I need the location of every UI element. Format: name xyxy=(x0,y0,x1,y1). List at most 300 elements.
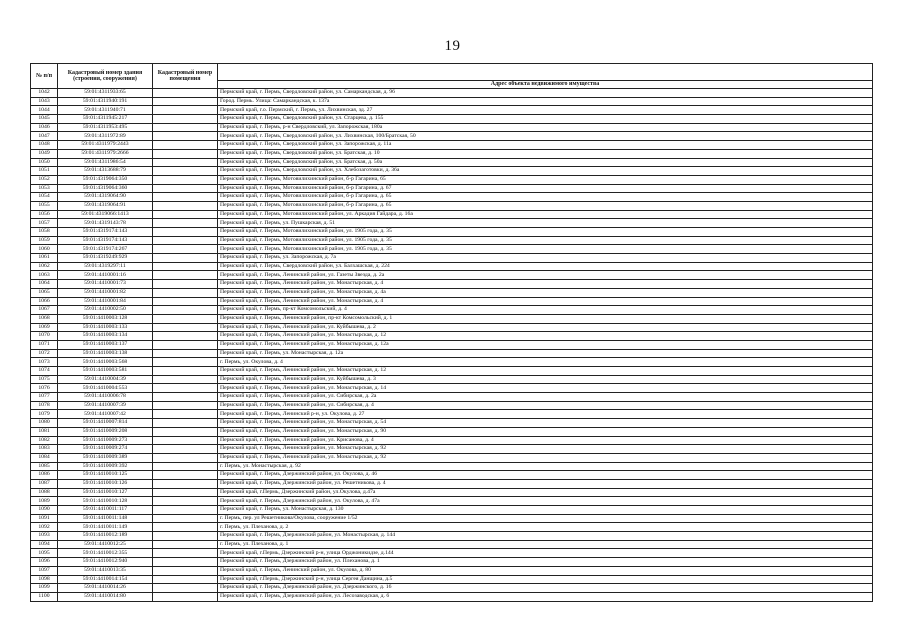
building-cadastral-number: 59:01:4319064:90 xyxy=(58,193,153,202)
table-row xyxy=(31,228,873,237)
building-cadastral-number: 59:01:4410003:568 xyxy=(58,358,153,367)
building-cadastral-number: 59:01:4410010:125 xyxy=(58,471,153,480)
row-number: 1046 xyxy=(31,123,58,132)
table-row xyxy=(31,488,873,497)
table-row xyxy=(31,280,873,289)
building-cadastral-number: 59:01:4410014:26 xyxy=(58,584,153,593)
building-cadastral-number: 59:01:4311940:71 xyxy=(58,106,153,115)
room-cadastral-number xyxy=(153,358,218,367)
table-row xyxy=(31,262,873,271)
row-number: 1047 xyxy=(31,132,58,141)
building-cadastral-number: 59:01:4410003:581 xyxy=(58,367,153,376)
property-address: Пермский край, г. Пермь, Ленинский район, ул. Куйбышева, д. 3 xyxy=(218,375,873,384)
property-address: Пермский край, г. Пермь, Ленинский район, ул. Сибирская, д. 2а xyxy=(218,393,873,402)
row-number: 1074 xyxy=(31,367,58,376)
row-number: 1071 xyxy=(31,340,58,349)
room-cadastral-number xyxy=(153,471,218,480)
row-number: 1099 xyxy=(31,584,58,593)
row-number: 1069 xyxy=(31,323,58,332)
row-number: 1090 xyxy=(31,506,58,515)
property-registry-table xyxy=(30,63,873,602)
property-address: Пермский край, г. Пермь, Дзержинский район, ул. Плеханова, д. 1 xyxy=(218,558,873,567)
table-row xyxy=(31,384,873,393)
room-cadastral-number xyxy=(153,514,218,523)
building-cadastral-number: 59:01:4410001:73 xyxy=(58,280,153,289)
property-address: г. Пермь, ул. Плеханова, д. 1 xyxy=(218,540,873,549)
row-number: 1085 xyxy=(31,462,58,471)
building-cadastral-number: 59:01:4410003:128 xyxy=(58,314,153,323)
room-cadastral-number xyxy=(153,532,218,541)
building-cadastral-number: 59:01:4410009:389 xyxy=(58,453,153,462)
building-cadastral-number: 59:01:4311940:191 xyxy=(58,97,153,106)
room-cadastral-number xyxy=(153,340,218,349)
building-cadastral-number: 59:01:4410013:35 xyxy=(58,566,153,575)
room-cadastral-number xyxy=(153,97,218,106)
property-address: Пермский край, г. Пермь, Мотовилихинский район, б-р Гагарина, д. 65 xyxy=(218,201,873,210)
building-cadastral-number: 59:01:4410009:274 xyxy=(58,445,153,454)
room-cadastral-number xyxy=(153,453,218,462)
table-row xyxy=(31,141,873,150)
building-cadastral-number: 59:01:4410004:39 xyxy=(58,375,153,384)
building-cadastral-number: 59:01:4410001:16 xyxy=(58,271,153,280)
building-cadastral-number: 59:01:4410012:940 xyxy=(58,558,153,567)
building-cadastral-number: 59:01:4410006:78 xyxy=(58,393,153,402)
row-number: 1086 xyxy=(31,471,58,480)
property-address: Пермский край, г. Пермь, Ленинский район, ул. Монастырская, д. 92 xyxy=(218,453,873,462)
room-cadastral-number xyxy=(153,349,218,358)
table-row xyxy=(31,297,873,306)
property-address: Пермский край, г. Пермь, Свердловский район, ул. Хлебозаготовки, д. 36а xyxy=(218,167,873,176)
building-cadastral-number: 59:01:4410001:84 xyxy=(58,297,153,306)
property-address: Пермский край, г. Пермь, Ленинский район, пр-кт Комсомольский, д. 1 xyxy=(218,314,873,323)
room-cadastral-number xyxy=(153,549,218,558)
room-cadastral-number xyxy=(153,427,218,436)
building-cadastral-number: 59:01:4410012:25 xyxy=(58,540,153,549)
row-number: 1097 xyxy=(31,566,58,575)
room-cadastral-number xyxy=(153,479,218,488)
table-row xyxy=(31,506,873,515)
room-cadastral-number xyxy=(153,497,218,506)
table-row xyxy=(31,245,873,254)
row-number: 1073 xyxy=(31,358,58,367)
property-address: Пермский край, г. Пермь, ул. Монастырская, д. 130 xyxy=(218,506,873,515)
row-number: 1042 xyxy=(31,89,58,98)
property-address: Пермский край, г. Пермь, Мотовилихинский район, б-р Гагарина, 65 xyxy=(218,175,873,184)
property-address: г. Пермь, ул. Монастырская, д. 92 xyxy=(218,462,873,471)
property-address: Пермский край, г.Пермь, Дзержинский р-н, улица Сергея Данщина, д.5 xyxy=(218,575,873,584)
building-cadastral-number: 59:01:4410009:273 xyxy=(58,436,153,445)
building-cadastral-number: 59:01:4311979:2443 xyxy=(58,141,153,150)
row-number: 1094 xyxy=(31,540,58,549)
row-number: 1051 xyxy=(31,167,58,176)
row-number: 1084 xyxy=(31,453,58,462)
building-cadastral-number: 59:01:4319174:143 xyxy=(58,228,153,237)
row-number: 1044 xyxy=(31,106,58,115)
building-cadastral-number: 59:01:4319064:350 xyxy=(58,175,153,184)
table-row xyxy=(31,453,873,462)
building-cadastral-number: 59:01:4410007:42 xyxy=(58,410,153,419)
property-address: г. Пермь, ул. Плеханова, д. 2 xyxy=(218,523,873,532)
table-row xyxy=(31,106,873,115)
table-row xyxy=(31,236,873,245)
row-number: 1080 xyxy=(31,419,58,428)
room-cadastral-number xyxy=(153,367,218,376)
row-number: 1056 xyxy=(31,210,58,219)
building-cadastral-number: 59:01:4410010:126 xyxy=(58,479,153,488)
row-number: 1058 xyxy=(31,228,58,237)
building-cadastral-number: 59:01:4410007:814 xyxy=(58,419,153,428)
room-cadastral-number xyxy=(153,132,218,141)
table-row xyxy=(31,427,873,436)
table-row xyxy=(31,479,873,488)
row-number: 1063 xyxy=(31,271,58,280)
property-address: Пермский край, г. Пермь, Дзержинский район, ул. Монастырская, д. 144 xyxy=(218,532,873,541)
table-row xyxy=(31,393,873,402)
row-number: 1043 xyxy=(31,97,58,106)
building-cadastral-number: 59:01:4311986:54 xyxy=(58,158,153,167)
table-row xyxy=(31,115,873,124)
building-cadastral-number: 59:01:4311933:65 xyxy=(58,89,153,98)
table-row xyxy=(31,462,873,471)
table-row xyxy=(31,314,873,323)
table-row xyxy=(31,201,873,210)
room-cadastral-number xyxy=(153,254,218,263)
building-cadastral-number: 59:01:4319174:267 xyxy=(58,245,153,254)
room-cadastral-number xyxy=(153,419,218,428)
header-num: № п/п xyxy=(31,64,58,89)
property-address: Пермский край, г. Пермь, Свердловский район, ул. Самаркандская, д. 96 xyxy=(218,89,873,98)
table-row xyxy=(31,471,873,480)
table-row xyxy=(31,175,873,184)
room-cadastral-number xyxy=(153,566,218,575)
table-row xyxy=(31,89,873,98)
room-cadastral-number xyxy=(153,401,218,410)
room-cadastral-number xyxy=(153,245,218,254)
building-cadastral-number: 59:01:4311972:89 xyxy=(58,132,153,141)
property-address: Пермский край, г.Пермь, Дзержинский район, ул.Окулова, д.47а xyxy=(218,488,873,497)
building-cadastral-number: 59:01:4410011:148 xyxy=(58,514,153,523)
table-row xyxy=(31,436,873,445)
room-cadastral-number xyxy=(153,149,218,158)
table-row xyxy=(31,149,873,158)
row-number: 1070 xyxy=(31,332,58,341)
room-cadastral-number xyxy=(153,297,218,306)
header-address: Адрес объекта недвижимого имущества xyxy=(218,81,873,89)
room-cadastral-number xyxy=(153,193,218,202)
table-row xyxy=(31,514,873,523)
table-row xyxy=(31,584,873,593)
table-row xyxy=(31,288,873,297)
table-row xyxy=(31,332,873,341)
room-cadastral-number xyxy=(153,462,218,471)
property-address: Пермский край, г. Пермь, Мотовилихинский район, ул. 1905 года, д. 35 xyxy=(218,236,873,245)
room-cadastral-number xyxy=(153,436,218,445)
table-row xyxy=(31,132,873,141)
property-address: Пермский край, г. Пермь, ул. Монастырская, д. 12а xyxy=(218,349,873,358)
property-address: Пермский край, г. Пермь, Дзержинский район, ул. Лесозаводская, д. 6 xyxy=(218,592,873,601)
property-address: Пермский край, г. Пермь, Мотовилихинский район, б-р Гагарина, д. 67 xyxy=(218,184,873,193)
row-number: 1045 xyxy=(31,115,58,124)
building-cadastral-number: 59:01:4410012:189 xyxy=(58,532,153,541)
property-address: Пермский край, г.о. Пермский, г. Пермь, ул. Лихвинская, зд. 27 xyxy=(218,106,873,115)
property-address: Пермский край, г. Пермь, Ленинский район, ул. Монастырская, д. 12 xyxy=(218,367,873,376)
room-cadastral-number xyxy=(153,306,218,315)
row-number: 1053 xyxy=(31,184,58,193)
table-row xyxy=(31,410,873,419)
room-cadastral-number xyxy=(153,115,218,124)
table-row xyxy=(31,592,873,601)
row-number: 1077 xyxy=(31,393,58,402)
building-cadastral-number: 59:01:4410011:117 xyxy=(58,506,153,515)
row-number: 1060 xyxy=(31,245,58,254)
room-cadastral-number xyxy=(153,575,218,584)
property-address: Пермский край, г. Пермь, ул. Пушкарская, д. 51 xyxy=(218,219,873,228)
property-address: г. Пермь, пер. ул Решетникова/Окулова, сооружение 1/52 xyxy=(218,514,873,523)
row-number: 1089 xyxy=(31,497,58,506)
row-number: 1062 xyxy=(31,262,58,271)
building-cadastral-number: 59:01:4410009:208 xyxy=(58,427,153,436)
property-address: Пермский край, г. Пермь, Ленинский район, ул. Монастырская, д. 90 xyxy=(218,427,873,436)
table-row xyxy=(31,419,873,428)
property-address: Пермский край, г. Пермь, ул. Запорожская, д. 7а xyxy=(218,254,873,263)
table-row xyxy=(31,123,873,132)
property-address: г. Пермь, ул. Окулова, д. 4 xyxy=(218,358,873,367)
building-cadastral-number: 59:01:4410007:39 xyxy=(58,401,153,410)
building-cadastral-number: 59:01:4410003:138 xyxy=(58,349,153,358)
row-number: 1059 xyxy=(31,236,58,245)
property-address: Пермский край, г. Пермь, Свердловский район, ул. Братская, д. 10 xyxy=(218,149,873,158)
property-address: Пермский край, г. Пермь, Свердловский район, ул. Братская, д. 50а xyxy=(218,158,873,167)
row-number: 1088 xyxy=(31,488,58,497)
row-number: 1078 xyxy=(31,401,58,410)
property-address: Пермский край, г. Пермь, Ленинский район, ул. Монастырская, д. 4а xyxy=(218,288,873,297)
building-cadastral-number: 59:01:4311953:495 xyxy=(58,123,153,132)
room-cadastral-number xyxy=(153,375,218,384)
property-address: Пермский край, г. Пермь, Свердловский район, ул. Лихвинская, 100/Братская, 50 xyxy=(218,132,873,141)
property-address: Пермский край, г. Пермь, Дзержинский район, ул. Окулова, д. 46 xyxy=(218,471,873,480)
room-cadastral-number xyxy=(153,141,218,150)
table-row xyxy=(31,558,873,567)
property-address: Пермский край, г. Пермь, Мотовилихинский район, ул. 1905 года, д. 35 xyxy=(218,245,873,254)
property-address: Пермский край, г. Пермь, Мотовилихинский район, б-р Гагарина, д. 65 xyxy=(218,193,873,202)
room-cadastral-number xyxy=(153,558,218,567)
room-cadastral-number xyxy=(153,523,218,532)
row-number: 1072 xyxy=(31,349,58,358)
property-address: Пермский край, г. Пермь, Ленинский район, ул. Монастырская, д. 4 xyxy=(218,280,873,289)
room-cadastral-number xyxy=(153,271,218,280)
building-cadastral-number: 59:01:4410003:134 xyxy=(58,332,153,341)
table-row xyxy=(31,566,873,575)
table-row xyxy=(31,358,873,367)
room-cadastral-number xyxy=(153,314,218,323)
row-number: 1055 xyxy=(31,201,58,210)
row-number: 1068 xyxy=(31,314,58,323)
room-cadastral-number xyxy=(153,89,218,98)
building-cadastral-number: 59:01:4410014:80 xyxy=(58,592,153,601)
property-address: Пермский край, г. Пермь, Ленинский район, ул. Сибирская, д. 4 xyxy=(218,401,873,410)
page-number: 19 xyxy=(444,38,461,54)
table-body xyxy=(31,89,873,602)
room-cadastral-number xyxy=(153,445,218,454)
property-address: Пермский край, г. Пермь, Дзержинский район, ул. Решетникова, д. 4 xyxy=(218,479,873,488)
table-row xyxy=(31,575,873,584)
property-address: Пермский край, г. Пермь, Ленинский район, ул. Куйбышева, д. 2 xyxy=(218,323,873,332)
property-address: Пермский край, г. Пермь, Ленинский район, ул. Монастырская, д. 12 xyxy=(218,332,873,341)
room-cadastral-number xyxy=(153,384,218,393)
property-address: Пермский край, г. Пермь, Ленинский район, ул. Газеты Звезда, д. 2а xyxy=(218,271,873,280)
property-address: Пермский край, г. Пермь, Дзержинский район, ул. Окулова, д. 47а xyxy=(218,497,873,506)
table-row xyxy=(31,323,873,332)
property-address: Пермский край, г. Пермь, Ленинский р-н, ул. Окулова, д. 27 xyxy=(218,410,873,419)
building-cadastral-number: 59:01:4410010:128 xyxy=(58,497,153,506)
row-number: 1065 xyxy=(31,288,58,297)
row-number: 1067 xyxy=(31,306,58,315)
table-row xyxy=(31,184,873,193)
building-cadastral-number: 59:01:4319064:91 xyxy=(58,201,153,210)
property-address: Пермский край, г. Пермь, Ленинский район, ул. Крисанова, д. 4 xyxy=(218,436,873,445)
header-room-cadastral: Кадастровый номер помещения xyxy=(153,64,218,89)
table-row xyxy=(31,254,873,263)
room-cadastral-number xyxy=(153,410,218,419)
building-cadastral-number: 59:01:4410011:149 xyxy=(58,523,153,532)
building-cadastral-number: 59:01:4410002:50 xyxy=(58,306,153,315)
row-number: 1064 xyxy=(31,280,58,289)
room-cadastral-number xyxy=(153,236,218,245)
building-cadastral-number: 59:01:4311979:2666 xyxy=(58,149,153,158)
row-number: 1049 xyxy=(31,149,58,158)
building-cadastral-number: 59:01:4410003:133 xyxy=(58,323,153,332)
property-address: Пермский край, г. Пермь, Ленинский район, ул. Монастырская, д. 54 xyxy=(218,419,873,428)
table-row xyxy=(31,271,873,280)
building-cadastral-number: 59:01:4410003:137 xyxy=(58,340,153,349)
room-cadastral-number xyxy=(153,280,218,289)
room-cadastral-number xyxy=(153,123,218,132)
row-number: 1066 xyxy=(31,297,58,306)
room-cadastral-number xyxy=(153,592,218,601)
row-number: 1050 xyxy=(31,158,58,167)
room-cadastral-number xyxy=(153,167,218,176)
table-row xyxy=(31,340,873,349)
property-address: Пермский край, г. Пермь, Мотовилихинский район, ул. Аркадия Гайдара, д. 16а xyxy=(218,210,873,219)
row-number: 1096 xyxy=(31,558,58,567)
building-cadastral-number: 59:01:4410014:154 xyxy=(58,575,153,584)
room-cadastral-number xyxy=(153,506,218,515)
table-row xyxy=(31,401,873,410)
table-row xyxy=(31,167,873,176)
header-address-spacer xyxy=(218,64,873,81)
row-number: 1082 xyxy=(31,436,58,445)
row-number: 1091 xyxy=(31,514,58,523)
row-number: 1083 xyxy=(31,445,58,454)
room-cadastral-number xyxy=(153,323,218,332)
room-cadastral-number xyxy=(153,393,218,402)
row-number: 1079 xyxy=(31,410,58,419)
building-cadastral-number: 59:01:4319249:929 xyxy=(58,254,153,263)
row-number: 1098 xyxy=(31,575,58,584)
header-building-cadastral: Кадастровый номер здания (строения, сооружения) xyxy=(58,64,153,89)
row-number: 1100 xyxy=(31,592,58,601)
table-row xyxy=(31,523,873,532)
row-number: 1093 xyxy=(31,532,58,541)
property-address: Пермский край, г. Пермь, Ленинский район, ул. Монастырская, д. 4 xyxy=(218,297,873,306)
room-cadastral-number xyxy=(153,488,218,497)
property-address: Пермский край, г. Пермь, Свердловский район, ул. Запорожская, д. 11а xyxy=(218,141,873,150)
row-number: 1081 xyxy=(31,427,58,436)
table-row xyxy=(31,210,873,219)
row-number: 1087 xyxy=(31,479,58,488)
row-number: 1052 xyxy=(31,175,58,184)
table-row xyxy=(31,349,873,358)
table-row xyxy=(31,219,873,228)
property-address: Пермский край, г. Пермь, пр-кт Комсомольский, д. 4 xyxy=(218,306,873,315)
row-number: 1061 xyxy=(31,254,58,263)
room-cadastral-number xyxy=(153,158,218,167)
table-row xyxy=(31,193,873,202)
property-address: Город. Пермь. Улица: Самаркандская, к. 137а xyxy=(218,97,873,106)
room-cadastral-number xyxy=(153,584,218,593)
room-cadastral-number xyxy=(153,262,218,271)
building-cadastral-number: 59:01:4410009:392 xyxy=(58,462,153,471)
table-row xyxy=(31,445,873,454)
room-cadastral-number xyxy=(153,184,218,193)
row-number: 1095 xyxy=(31,549,58,558)
property-address: Пермский край, г. Пермь, Ленинский район, ул. Монастырская, д. 12а xyxy=(218,340,873,349)
row-number: 1054 xyxy=(31,193,58,202)
property-address: Пермский край, г. Пермь, Ленинский район, ул. Монастырская, д. 92 xyxy=(218,445,873,454)
room-cadastral-number xyxy=(153,288,218,297)
table-row xyxy=(31,375,873,384)
row-number: 1092 xyxy=(31,523,58,532)
property-address: Пермский край, г. Пермь, Ленинский район, ул. Монастырская, д. 14 xyxy=(218,384,873,393)
table-row xyxy=(31,306,873,315)
building-cadastral-number: 59:01:4319064:360 xyxy=(58,184,153,193)
property-address: Пермский край, г. Пермь, Свердловский район, ул. Старцева, д. 155 xyxy=(218,115,873,124)
table-row xyxy=(31,497,873,506)
building-cadastral-number: 59:01:4319066:1413 xyxy=(58,210,153,219)
row-number: 1076 xyxy=(31,384,58,393)
room-cadastral-number xyxy=(153,332,218,341)
room-cadastral-number xyxy=(153,175,218,184)
row-number: 1075 xyxy=(31,375,58,384)
room-cadastral-number xyxy=(153,228,218,237)
room-cadastral-number xyxy=(153,210,218,219)
room-cadastral-number xyxy=(153,201,218,210)
building-cadastral-number: 59:01:4410001:82 xyxy=(58,288,153,297)
building-cadastral-number: 59:01:4313688:79 xyxy=(58,167,153,176)
room-cadastral-number xyxy=(153,540,218,549)
building-cadastral-number: 59:01:4410010:127 xyxy=(58,488,153,497)
property-address: Пермский край, г. Пермь, Мотовилихинский район, ул. 1905 года, д. 35 xyxy=(218,228,873,237)
property-address: Пермский край, г. Пермь, Ленинский район, ул. Окулова, д. 80 xyxy=(218,566,873,575)
row-number: 1048 xyxy=(31,141,58,150)
table-row xyxy=(31,532,873,541)
building-cadastral-number: 59:01:4319143:78 xyxy=(58,219,153,228)
table-row xyxy=(31,97,873,106)
property-address: Пермский край, г.Пермь, Дзержинский р-н, улица Орджоникидзе, д.144 xyxy=(218,549,873,558)
table-row xyxy=(31,549,873,558)
row-number: 1057 xyxy=(31,219,58,228)
table-row xyxy=(31,158,873,167)
table-row xyxy=(31,367,873,376)
property-address: Пермский край, г. Пермь, Свердловский район, ул. Балхашская, д. 224 xyxy=(218,262,873,271)
room-cadastral-number xyxy=(153,106,218,115)
building-cadastral-number: 59:01:4319174:143 xyxy=(58,236,153,245)
building-cadastral-number: 59:01:4410012:355 xyxy=(58,549,153,558)
property-address: Пермский край, г. Пермь, Дзержинский район, ул. Дзержинского, д. 16 xyxy=(218,584,873,593)
building-cadastral-number: 59:01:4410004:553 xyxy=(58,384,153,393)
table-row xyxy=(31,540,873,549)
building-cadastral-number: 59:01:4319297:11 xyxy=(58,262,153,271)
